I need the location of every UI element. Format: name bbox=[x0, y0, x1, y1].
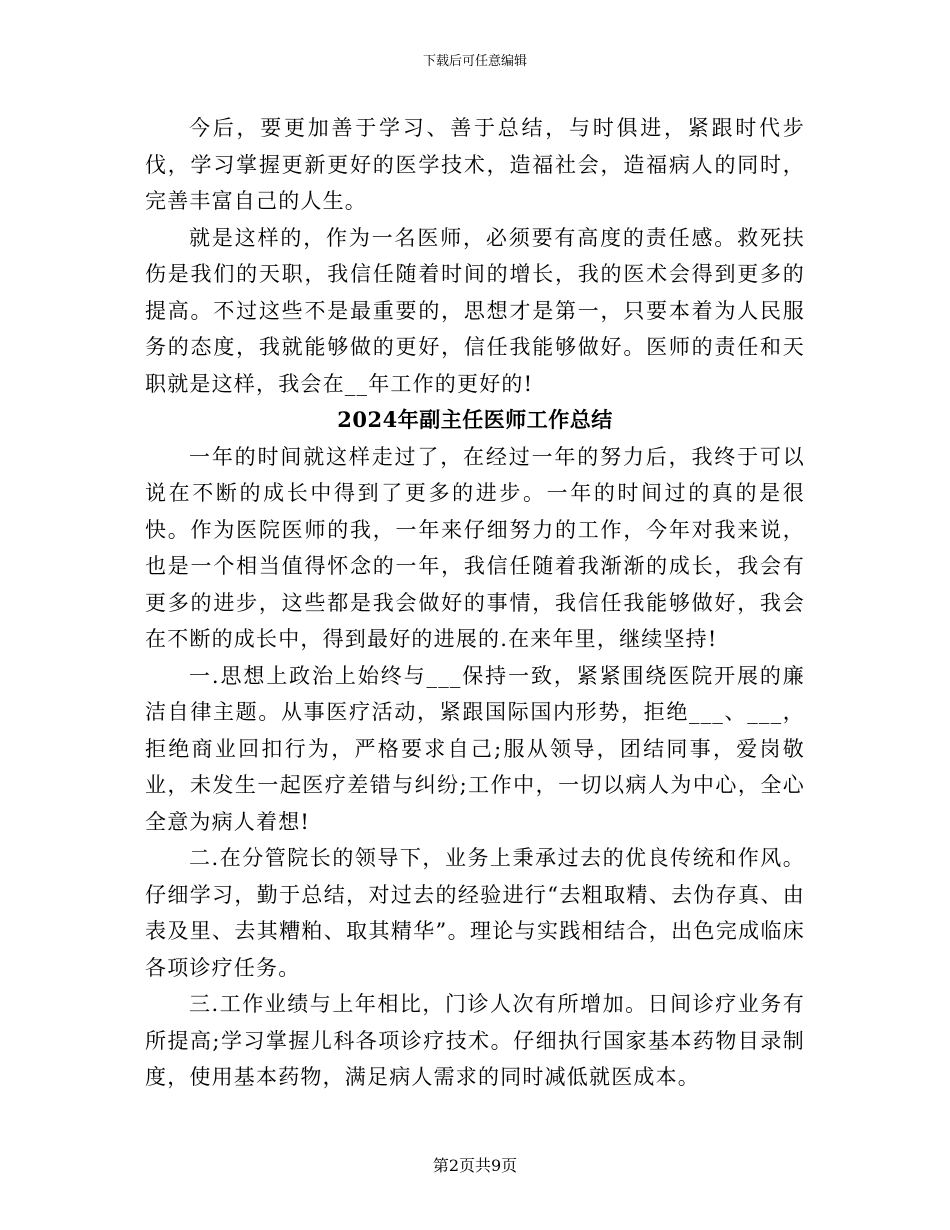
paragraph: 一.思想上政治上始终与___保持一致，紧紧围绕医院开展的廉洁自律主题。从事医疗活动，紧跟国际国内形势，拒绝___、___，拒绝商业回扣行为，严格要求自己;服从领导，团结同事，爱岗敬业，未发生一起医疗差错与纠纷;工作中，一切以病人为中心，全心全意为病人着想! bbox=[145, 663, 805, 834]
paragraph: 二.在分管院长的领导下，业务上秉承过去的优良传统和作风。仔细学习，勤于总结，对过去的经验进行“去粗取精、去伪存真、由表及里、去其糟粕、取其精华”。理论与实践相结合，出色完成临床各项诊疗任务。 bbox=[145, 846, 805, 980]
paragraph: 三.工作业绩与上年相比，门诊人次有所增加。日间诊疗业务有所提高;学习掌握儿科各项诊疗技术。仔细执行国家基本药物目录制度，使用基本药物，满足病人需求的同时减低就医成本。 bbox=[145, 992, 805, 1089]
section-title: 2024年副主任医师工作总结 bbox=[337, 407, 613, 432]
paragraph: 一年的时间就这样走过了，在经过一年的努力后，我终于可以说在不断的成长中得到了更多的进步。一年的时间过的真的是很快。作为医院医师的我，一年来仔细努力的工作，今年对我来说，也是一个相当值得怀念的一年，我信任随着我渐渐的成长，我会有更多的进步，这些都是我会做好的事情，我信任我能够做好，我会在不断的成长中，得到最好的进展的.在来年里，继续坚持! bbox=[145, 444, 805, 651]
page-number: 第2页共9页 bbox=[432, 1156, 518, 1175]
document-body bbox=[145, 110, 805, 1096]
paragraph: 今后，要更加善于学习、善于总结，与时俱进，紧跟时代步伐，学习掌握更新更好的医学技术，造福社会，造福病人的同时，完善丰富自己的人生。 bbox=[145, 116, 805, 213]
header-note: 下载后可任意编辑 bbox=[422, 54, 527, 69]
paragraph: 就是这样的，作为一名医师，必须要有高度的责任感。救死扶伤是我们的天职，我信任随着时间的增长，我的医术会得到更多的提高。不过这些不是最重要的，思想才是第一，只要本着为人民服务的态度，我就能够做的更好，信任我能够做好。医师的责任和天职就是这样，我会在__年工作的更好的! bbox=[145, 225, 805, 396]
